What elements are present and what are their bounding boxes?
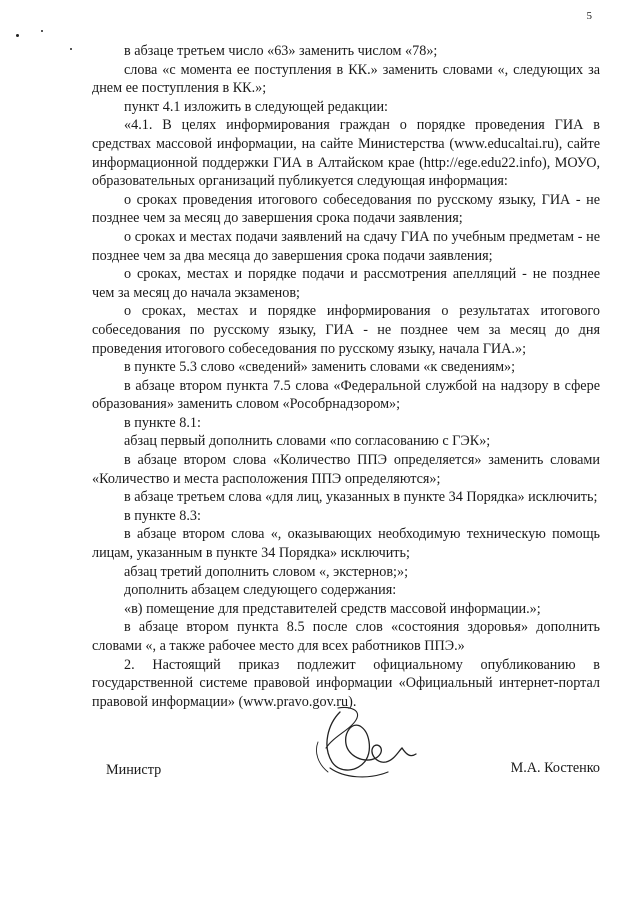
paragraph: в абзаце третьем число «63» заменить числом «78»; — [124, 43, 438, 59]
paragraph: о сроках проведения итогового собеседования по русскому языку, ГИА - не позднее чем за месяц до завершения срока подачи заявления; — [92, 191, 600, 227]
paragraph: в абзаце втором пункта 7.5 слова «Федеральной службой на надзору в сфере образования» заменить словом «Рособрнадзором»; — [92, 377, 600, 413]
paragraph: слова «с момента ее поступления в КК.» заменить словами «, следующих за днем ее поступления в КК.»; — [92, 61, 600, 97]
paragraph: о сроках и местах подачи заявлений на сдачу ГИА по учебным предметам - не позднее чем за два месяца до завершения срока подачи заявления; — [92, 228, 600, 264]
document-body — [92, 42, 600, 711]
paragraph: 2. Настоящий приказ подлежит официальному опубликованию в государственной системе правовой информации «Официальный интернет-портал правовой информации» (www.pravo.gov.ru). — [92, 656, 600, 710]
paragraph: в абзаце втором слова «, оказывающих необходимую техническую помощь лицам, указанным в пункте 34 Порядка» исключить; — [92, 526, 600, 562]
signature-block — [92, 702, 600, 792]
paragraph: пункт 4.1 изложить в следующей редакции: — [124, 98, 388, 115]
paragraph: в абзаце втором пункта 8.5 после слов «состояния здоровья» дополнить словами «, а также рабочее место для всех работников ППЭ.» — [92, 619, 600, 654]
scan-speck — [16, 34, 19, 37]
paragraph: «4.1. В целях информирования граждан о порядке проведения ГИА в средствах массовой информации, на сайте Министерства (www.educaltai.ru), сайте информационной поддержки ГИА в Алтайском крае (http://ege.edu22.info), МОУО, образовательных организаций публикуется следующая информация: — [92, 117, 600, 190]
handwritten-signature — [310, 702, 420, 786]
signer-title: Министр — [106, 762, 162, 778]
scan-speck — [41, 30, 43, 32]
paragraph: в абзаце третьем слова «для лиц, указанных в пункте 34 Порядка» исключить; — [124, 489, 598, 506]
paragraph: о сроках, местах и порядке информирования о результатах итогового собеседования по русскому языку, ГИА - не позднее чем за месяц до дня проведения итогового собеседования по русскому языку, начала ГИА.»; — [92, 303, 600, 357]
page-number: 5 — [586, 10, 592, 22]
paragraph: в абзаце втором слова «Количество ППЭ определяется» заменить словами «Количество и места расположения ППЭ определяются»; — [92, 452, 600, 487]
paragraph: в пункте 8.1: — [124, 414, 201, 431]
paragraph: абзац третий дополнить словом «, экстернов;»; — [124, 563, 409, 580]
paragraph: дополнить абзацем следующего содержания: — [124, 582, 397, 599]
paragraph: абзац первый дополнить словами «по согласованию с ГЭК»; — [124, 433, 491, 450]
paragraph: в пункте 8.3: — [124, 507, 201, 524]
paragraph: в пункте 5.3 слово «сведений» заменить словами «к сведениям»; — [124, 359, 516, 376]
paragraph: «в) помещение для представителей средств массовой информации.»; — [124, 600, 541, 617]
scan-speck — [70, 48, 72, 50]
paragraph: о сроках, местах и порядке подачи и рассмотрения апелляций - не позднее чем за месяц до начала экзаменов; — [92, 266, 600, 301]
signer-name: М.А. Костенко — [510, 760, 600, 776]
